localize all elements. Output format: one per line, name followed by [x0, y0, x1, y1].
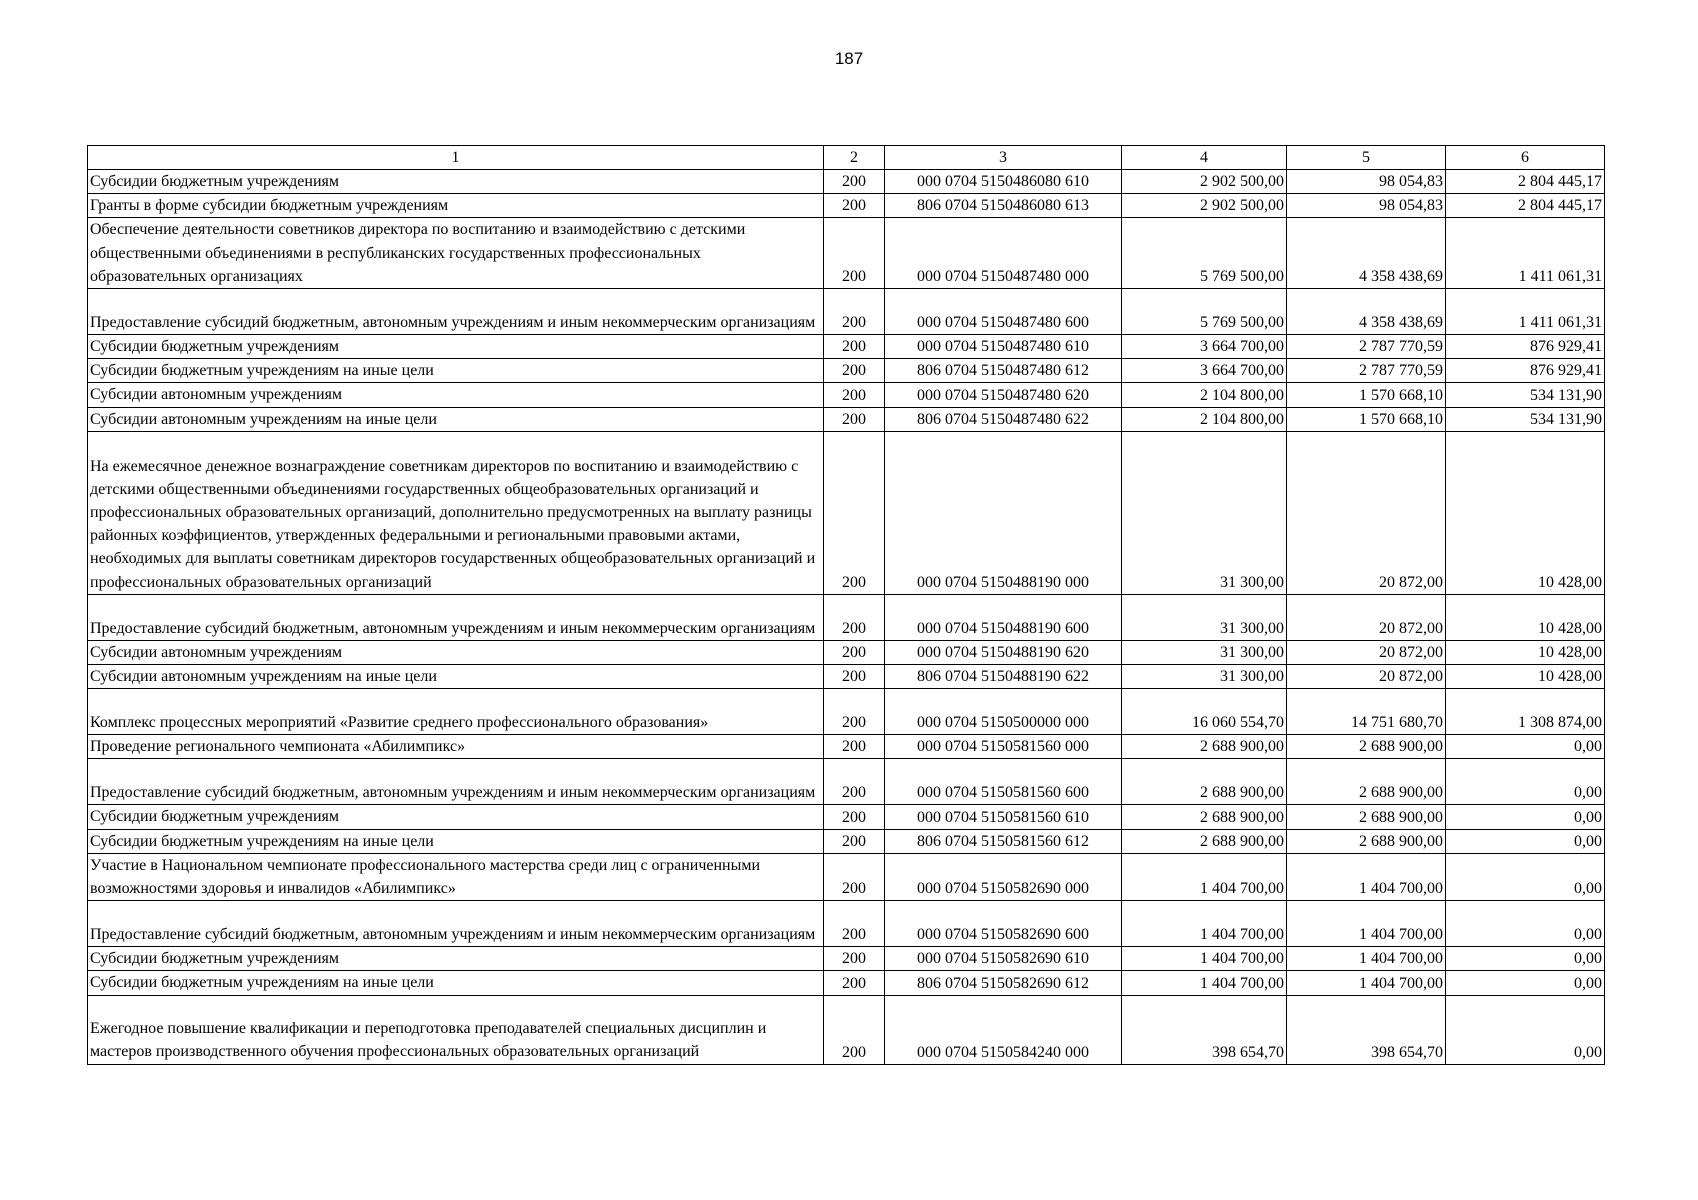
table-row [88, 689, 1605, 735]
table-row [88, 289, 1605, 335]
row-approved-cell: 3 664 700,00 [1122, 335, 1287, 359]
table-row [88, 383, 1605, 407]
row-approved-cell: 31 300,00 [1122, 594, 1287, 640]
row-executed-cell: 4 358 438,69 [1287, 218, 1446, 289]
table-row [88, 995, 1605, 1064]
table-row [88, 218, 1605, 289]
table-row [88, 947, 1605, 971]
row-line-code-cell: 200 [824, 971, 885, 995]
row-approved-cell: 1 404 700,00 [1122, 901, 1287, 947]
row-approved-cell: 5 769 500,00 [1122, 289, 1287, 335]
row-executed-cell: 2 688 900,00 [1287, 735, 1446, 759]
row-budget-code-cell: 000 0704 5150487480 620 [885, 383, 1122, 407]
row-executed-cell: 98 054,83 [1287, 194, 1446, 218]
page-number: 187 [834, 49, 864, 68]
row-unexecuted-cell: 0,00 [1446, 805, 1605, 829]
row-unexecuted-cell: 0,00 [1446, 829, 1605, 853]
table-row [88, 640, 1605, 664]
row-unexecuted-cell: 0,00 [1446, 947, 1605, 971]
row-name-cell: На ежемесячное денежное вознаграждение советникам директоров по воспитанию и взаимодействию с детскими общественными объединениями государственных общеобразовательных организаций и профессиональных образовательных организаций, дополнительно предусмотренных на выплату разницы районных коэффициентов, утвержденных федеральными и региональными правовыми актами, необходимых для выплаты советникам директоров государственных общеобразовательных организаций и профессиональных образовательных организаций [88, 431, 824, 594]
row-budget-code-cell: 000 0704 5150582690 610 [885, 947, 1122, 971]
row-line-code-cell: 200 [824, 995, 885, 1064]
table-row [88, 971, 1605, 995]
row-unexecuted-cell: 534 131,90 [1446, 383, 1605, 407]
row-line-code-cell: 200 [824, 359, 885, 383]
row-approved-cell: 1 404 700,00 [1122, 971, 1287, 995]
row-name-cell: Предоставление субсидий бюджетным, автономным учреждениям и иным некоммерческим организациям [88, 289, 824, 335]
row-unexecuted-cell: 1 411 061,31 [1446, 289, 1605, 335]
table-row [88, 407, 1605, 431]
row-line-code-cell: 200 [824, 805, 885, 829]
row-executed-cell: 1 570 668,10 [1287, 383, 1446, 407]
row-line-code-cell: 200 [824, 383, 885, 407]
row-executed-cell: 2 688 900,00 [1287, 829, 1446, 853]
row-budget-code-cell: 000 0704 5150500000 000 [885, 689, 1122, 735]
row-approved-cell: 3 664 700,00 [1122, 359, 1287, 383]
row-unexecuted-cell: 10 428,00 [1446, 665, 1605, 689]
row-budget-code-cell: 000 0704 5150486080 610 [885, 170, 1122, 194]
row-budget-code-cell: 806 0704 5150488190 622 [885, 665, 1122, 689]
row-budget-code-cell: 806 0704 5150582690 612 [885, 971, 1122, 995]
row-approved-cell: 2 688 900,00 [1122, 805, 1287, 829]
row-executed-cell: 1 404 700,00 [1287, 901, 1446, 947]
table-row [88, 735, 1605, 759]
table-row [88, 829, 1605, 853]
row-executed-cell: 20 872,00 [1287, 431, 1446, 594]
row-name-cell: Комплекс процессных мероприятий «Развитие среднего профессионального образования» [88, 689, 824, 735]
row-budget-code-cell: 000 0704 5150487480 000 [885, 218, 1122, 289]
row-line-code-cell: 200 [824, 689, 885, 735]
row-budget-code-cell: 000 0704 5150487480 600 [885, 289, 1122, 335]
row-unexecuted-cell: 876 929,41 [1446, 359, 1605, 383]
row-unexecuted-cell: 1 411 061,31 [1446, 218, 1605, 289]
row-unexecuted-cell: 10 428,00 [1446, 431, 1605, 594]
row-executed-cell: 14 751 680,70 [1287, 689, 1446, 735]
row-budget-code-cell: 806 0704 5150581560 612 [885, 829, 1122, 853]
row-unexecuted-cell: 10 428,00 [1446, 594, 1605, 640]
row-budget-code-cell: 000 0704 5150581560 610 [885, 805, 1122, 829]
row-line-code-cell: 200 [824, 829, 885, 853]
row-name-cell: Субсидии бюджетным учреждениям [88, 947, 824, 971]
row-unexecuted-cell: 0,00 [1446, 735, 1605, 759]
row-name-cell: Субсидии бюджетным учреждениям на иные цели [88, 359, 824, 383]
row-name-cell: Обеспечение деятельности советников директора по воспитанию и взаимодействию с детскими общественными объединениями в республиканских государственных профессиональных образовательных организациях [88, 218, 824, 289]
table-row [88, 170, 1605, 194]
table-row [88, 759, 1605, 805]
header-cell-4: 4 [1122, 146, 1287, 170]
row-name-cell: Субсидии бюджетным учреждениям на иные цели [88, 971, 824, 995]
row-approved-cell: 398 654,70 [1122, 995, 1287, 1064]
row-name-cell: Субсидии бюджетным учреждениям [88, 805, 824, 829]
row-unexecuted-cell: 0,00 [1446, 901, 1605, 947]
row-line-code-cell: 200 [824, 407, 885, 431]
row-approved-cell: 2 688 900,00 [1122, 829, 1287, 853]
row-name-cell: Предоставление субсидий бюджетным, автономным учреждениям и иным некоммерческим организациям [88, 759, 824, 805]
row-line-code-cell: 200 [824, 853, 885, 900]
row-budget-code-cell: 000 0704 5150581560 600 [885, 759, 1122, 805]
row-unexecuted-cell: 0,00 [1446, 971, 1605, 995]
table-row [88, 594, 1605, 640]
row-name-cell: Субсидии бюджетным учреждениям на иные цели [88, 829, 824, 853]
row-approved-cell: 2 104 800,00 [1122, 407, 1287, 431]
row-executed-cell: 20 872,00 [1287, 594, 1446, 640]
row-line-code-cell: 200 [824, 665, 885, 689]
row-budget-code-cell: 806 0704 5150486080 613 [885, 194, 1122, 218]
row-approved-cell: 5 769 500,00 [1122, 218, 1287, 289]
row-line-code-cell: 200 [824, 759, 885, 805]
row-unexecuted-cell: 2 804 445,17 [1446, 194, 1605, 218]
row-executed-cell: 1 404 700,00 [1287, 853, 1446, 900]
row-approved-cell: 2 688 900,00 [1122, 759, 1287, 805]
row-line-code-cell: 200 [824, 170, 885, 194]
table-row [88, 359, 1605, 383]
row-executed-cell: 20 872,00 [1287, 665, 1446, 689]
row-executed-cell: 2 787 770,59 [1287, 335, 1446, 359]
table-header-row [88, 146, 1605, 170]
row-budget-code-cell: 806 0704 5150487480 622 [885, 407, 1122, 431]
row-executed-cell: 398 654,70 [1287, 995, 1446, 1064]
row-name-cell: Субсидии автономным учреждениям на иные цели [88, 665, 824, 689]
row-approved-cell: 31 300,00 [1122, 640, 1287, 664]
row-executed-cell: 1 570 668,10 [1287, 407, 1446, 431]
row-name-cell: Субсидии автономным учреждениям [88, 640, 824, 664]
row-executed-cell: 2 787 770,59 [1287, 359, 1446, 383]
row-name-cell: Предоставление субсидий бюджетным, автономным учреждениям и иным некоммерческим организациям [88, 901, 824, 947]
row-approved-cell: 1 404 700,00 [1122, 853, 1287, 900]
row-line-code-cell: 200 [824, 431, 885, 594]
row-executed-cell: 20 872,00 [1287, 640, 1446, 664]
row-approved-cell: 31 300,00 [1122, 665, 1287, 689]
row-line-code-cell: 200 [824, 735, 885, 759]
row-approved-cell: 16 060 554,70 [1122, 689, 1287, 735]
row-executed-cell: 1 404 700,00 [1287, 971, 1446, 995]
table-row [88, 194, 1605, 218]
row-line-code-cell: 200 [824, 218, 885, 289]
row-approved-cell: 31 300,00 [1122, 431, 1287, 594]
table-row [88, 431, 1605, 594]
row-budget-code-cell: 000 0704 5150488190 000 [885, 431, 1122, 594]
row-unexecuted-cell: 1 308 874,00 [1446, 689, 1605, 735]
row-name-cell: Субсидии бюджетным учреждениям [88, 335, 824, 359]
row-name-cell: Субсидии автономным учреждениям [88, 383, 824, 407]
row-line-code-cell: 200 [824, 901, 885, 947]
header-cell-3: 3 [885, 146, 1122, 170]
row-budget-code-cell: 000 0704 5150488190 620 [885, 640, 1122, 664]
row-unexecuted-cell: 0,00 [1446, 853, 1605, 900]
table-row [88, 901, 1605, 947]
row-unexecuted-cell: 0,00 [1446, 995, 1605, 1064]
row-line-code-cell: 200 [824, 594, 885, 640]
row-budget-code-cell: 000 0704 5150581560 000 [885, 735, 1122, 759]
row-approved-cell: 2 688 900,00 [1122, 735, 1287, 759]
row-approved-cell: 2 902 500,00 [1122, 170, 1287, 194]
row-name-cell: Ежегодное повышение квалификации и переподготовка преподавателей специальных дисциплин и мастеров производственного обучения профессиональных образовательных организаций [88, 995, 824, 1064]
row-executed-cell: 98 054,83 [1287, 170, 1446, 194]
table-row [88, 665, 1605, 689]
row-executed-cell: 2 688 900,00 [1287, 805, 1446, 829]
row-line-code-cell: 200 [824, 640, 885, 664]
row-line-code-cell: 200 [824, 947, 885, 971]
row-name-cell: Участие в Национальном чемпионате профессионального мастерства среди лиц с ограниченными возможностями здоровья и инвалидов «Абилимпикс» [88, 853, 824, 900]
row-executed-cell: 2 688 900,00 [1287, 759, 1446, 805]
row-unexecuted-cell: 10 428,00 [1446, 640, 1605, 664]
row-budget-code-cell: 000 0704 5150584240 000 [885, 995, 1122, 1064]
row-executed-cell: 4 358 438,69 [1287, 289, 1446, 335]
row-name-cell: Предоставление субсидий бюджетным, автономным учреждениям и иным некоммерческим организациям [88, 594, 824, 640]
row-unexecuted-cell: 534 131,90 [1446, 407, 1605, 431]
row-budget-code-cell: 000 0704 5150488190 600 [885, 594, 1122, 640]
row-approved-cell: 1 404 700,00 [1122, 947, 1287, 971]
row-unexecuted-cell: 876 929,41 [1446, 335, 1605, 359]
row-name-cell: Гранты в форме субсидии бюджетным учреждениям [88, 194, 824, 218]
header-cell-1: 1 [88, 146, 824, 170]
row-approved-cell: 2 902 500,00 [1122, 194, 1287, 218]
table-row [88, 805, 1605, 829]
row-line-code-cell: 200 [824, 335, 885, 359]
row-budget-code-cell: 000 0704 5150582690 600 [885, 901, 1122, 947]
row-unexecuted-cell: 0,00 [1446, 759, 1605, 805]
row-line-code-cell: 200 [824, 194, 885, 218]
header-cell-6: 6 [1446, 146, 1605, 170]
row-executed-cell: 1 404 700,00 [1287, 947, 1446, 971]
row-name-cell: Проведение регионального чемпионата «Абилимпикс» [88, 735, 824, 759]
row-line-code-cell: 200 [824, 289, 885, 335]
header-cell-2: 2 [824, 146, 885, 170]
table-row [88, 335, 1605, 359]
header-cell-5: 5 [1287, 146, 1446, 170]
row-approved-cell: 2 104 800,00 [1122, 383, 1287, 407]
budget-table [87, 145, 1605, 1065]
row-name-cell: Субсидии бюджетным учреждениям [88, 170, 824, 194]
row-budget-code-cell: 000 0704 5150487480 610 [885, 335, 1122, 359]
row-name-cell: Субсидии автономным учреждениям на иные цели [88, 407, 824, 431]
row-budget-code-cell: 806 0704 5150487480 612 [885, 359, 1122, 383]
table-row [88, 853, 1605, 900]
row-budget-code-cell: 000 0704 5150582690 000 [885, 853, 1122, 900]
row-unexecuted-cell: 2 804 445,17 [1446, 170, 1605, 194]
